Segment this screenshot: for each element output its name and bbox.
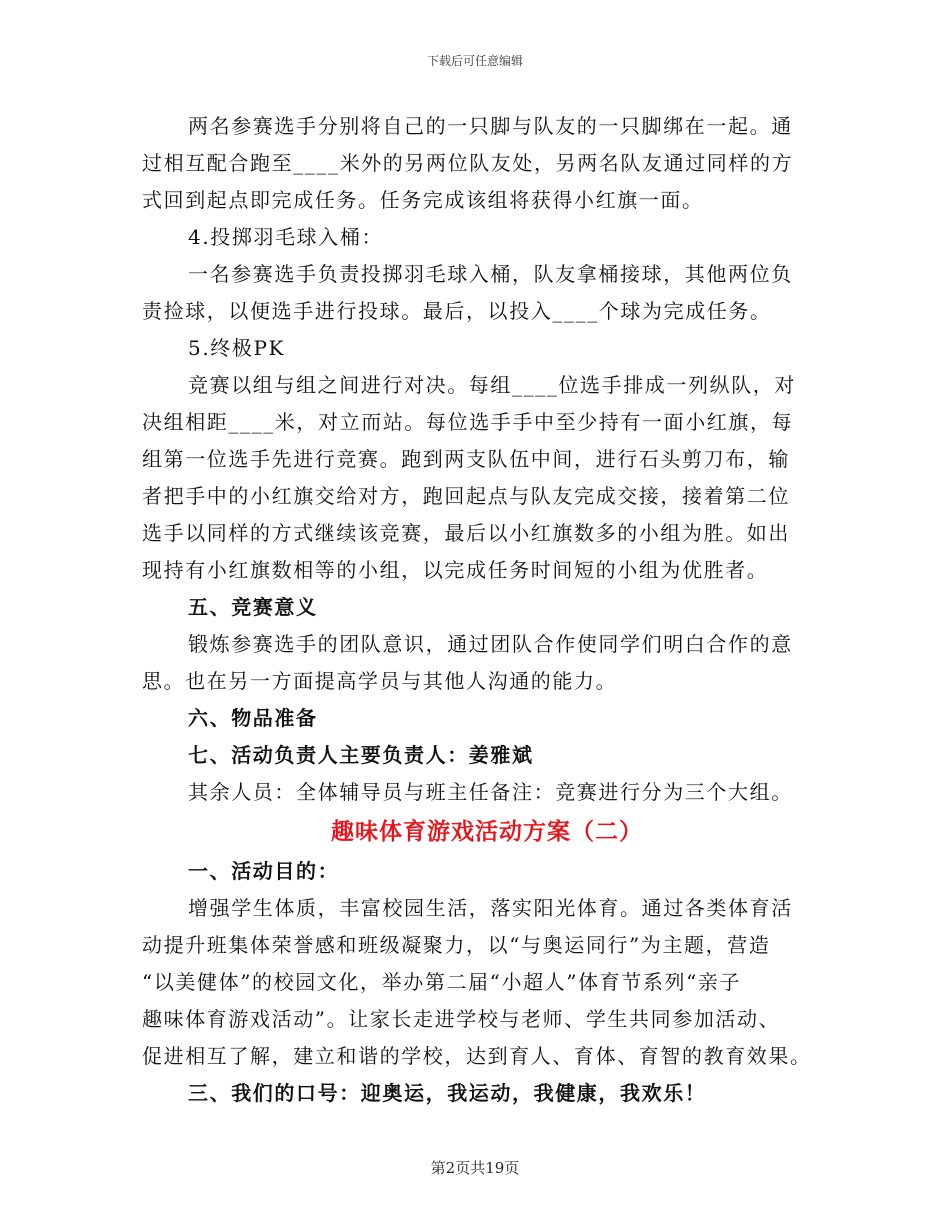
paragraph-line: 责捡球，以便选手进行投球。最后，以投入____个球为完成任务。: [142, 299, 772, 323]
header-note: 下载后可任意编辑: [426, 54, 523, 68]
paragraph-line: 组第一位选手先进行竞赛。跑到两支队伍中间，进行石头剪刀布，输: [142, 447, 790, 471]
paragraph-line: 思。也在另一方面提高学员与其他人沟通的能力。: [142, 669, 618, 693]
paragraph-line: 选手以同样的方式继续该竞赛，最后以小红旗数多的小组为胜。如出: [142, 521, 790, 545]
paragraph-line: 决组相距____米，对立而站。每位选手手中至少持有一面小红旗，每: [142, 410, 794, 434]
paragraph-line: 过相互配合跑至____米外的另两位队友处，另两名队友通过同样的方: [142, 151, 794, 175]
item-heading-4: 4.投掷羽毛球入桶：: [188, 225, 384, 249]
section-heading-5: 五、竞赛意义: [188, 595, 318, 619]
paragraph-line: 增强学生体质，丰富校园生活，落实阳光体育。通过各类体育活: [188, 896, 793, 920]
section-heading-3: 三、我们的口号：迎奥运，我运动，我健康，我欢乐！: [188, 1081, 707, 1105]
document-title: 趣味体育游戏活动方案（二）: [331, 818, 643, 845]
paragraph-line: 式回到起点即完成任务。任务完成该组将获得小红旗一面。: [142, 188, 704, 212]
paragraph-line: 锻炼参赛选手的团队意识，通过团队合作使同学们明白合作的意: [188, 632, 793, 656]
section-heading-7: 七、活动负责人主要负责人：姜雅斌: [188, 743, 534, 767]
paragraph-line: 两名参赛选手分别将自己的一只脚与队友的一只脚绑在一起。通: [188, 114, 793, 138]
item-heading-5: 5.终极PK: [188, 336, 286, 360]
document-body: [142, 108, 812, 1112]
paragraph-line: 其余人员：全体辅导员与班主任备注：竞赛进行分为三个大组。: [188, 780, 793, 804]
paragraph-line: 者把手中的小红旗交给对方，跑回起点与队友完成交接，接着第二位: [142, 484, 790, 508]
paragraph-line: 动提升班集体荣誉感和班级凝聚力，以“与奥运同行”为主题，营造: [142, 933, 771, 957]
paragraph-line: 现持有小红旗数相等的小组，以完成任务时间短的小组为优胜者。: [142, 558, 769, 582]
section-heading-1: 一、活动目的：: [188, 859, 340, 883]
section-heading-6: 六、物品准备: [188, 706, 318, 730]
paragraph-line: 一名参赛选手负责投掷羽毛球入桶，队友拿桶接球，其他两位负: [188, 262, 793, 286]
page-number: 第2页共19页: [430, 1159, 520, 1177]
paragraph-line: 促进相互了解，建立和谐的学校，达到育人、育体、育智的教育效果。: [142, 1044, 812, 1068]
paragraph-line: 趣味体育游戏活动”。让家长走进学校与老师、学生共同参加活动、: [142, 1007, 781, 1031]
paragraph-line: “以美健体”的校园文化，举办第二届“小超人”体育节系列“亲子: [142, 970, 742, 994]
paragraph-line: 竞赛以组与组之间进行对决。每组____位选手排成一列纵队，对: [188, 373, 796, 397]
